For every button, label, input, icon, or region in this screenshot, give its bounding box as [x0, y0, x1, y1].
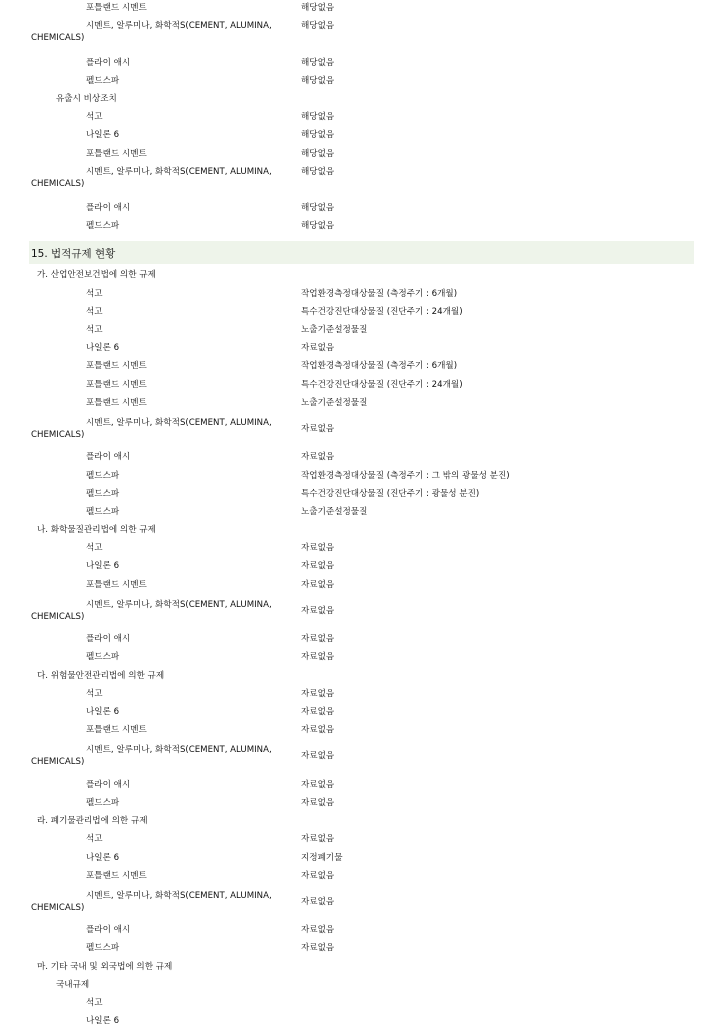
- regulation-value: 자료없음: [301, 423, 335, 434]
- substance-row: [0, 994, 724, 1012]
- substance-name: 시멘트, 알루미나, 화학적S(CEMENT, ALUMINA, CHEMICALS): [31, 417, 272, 440]
- substance-name: 포틀랜드 시멘트: [86, 3, 147, 13]
- regulation-value: 자료없음: [301, 688, 335, 699]
- substance-row: [0, 357, 724, 375]
- substance-name: 석고: [86, 834, 103, 845]
- regulation-value: 자료없음: [301, 943, 335, 954]
- regulation-value: 지정폐기물: [301, 852, 343, 863]
- substance-name: 플라이 애시: [86, 925, 131, 936]
- substance-name: 플라이 애시: [86, 452, 131, 463]
- substance-row: [0, 503, 724, 521]
- substance-name: 플라이 애시: [86, 203, 131, 214]
- regulation-value: 자료없음: [301, 707, 335, 717]
- substance-row: [0, 412, 724, 448]
- substance-row: [0, 126, 724, 144]
- substance-row: [0, 576, 724, 594]
- regulation-value: 자료없음: [301, 797, 335, 808]
- regulation-value: 작업환경측정대상물질 (측정주기 : 6개월): [301, 361, 458, 372]
- substance-row: [0, 285, 724, 303]
- substance-row: [0, 594, 724, 630]
- substance-name: 시멘트, 알루미나, 화학적S(CEMENT, ALUMINA, CHEMICALS): [31, 890, 272, 913]
- substance-row: [0, 163, 724, 199]
- substance-row: [0, 867, 724, 885]
- substance-row: [0, 739, 724, 775]
- hazardous-materials-heading: 다. 위험물안전관리법에 의한 규제: [37, 670, 165, 681]
- substance-row: [0, 849, 724, 867]
- regulation-value: 해당없음: [301, 112, 335, 123]
- substance-name: 나일론 6: [86, 343, 120, 354]
- regulation-value: 해당없음: [301, 3, 335, 13]
- substance-row: [0, 108, 724, 126]
- chemical-control-list: [0, 539, 724, 666]
- substance-row: [0, 199, 724, 217]
- regulation-value: 해당없음: [301, 75, 335, 86]
- regulation-value: 해당없음: [301, 221, 335, 232]
- substance-name: 포틀랜드 시멘트: [86, 397, 147, 408]
- regulation-value: 자료없음: [301, 543, 335, 554]
- regulation-value: 자료없음: [301, 343, 335, 354]
- section-15-title: 15. 법적규제 현황: [31, 248, 116, 261]
- regulation-value: 해당없음: [301, 148, 335, 159]
- regulation-value: 자료없음: [301, 925, 335, 936]
- substance-name: 나일론 6: [86, 852, 120, 863]
- substance-row: [0, 339, 724, 357]
- chemical-control-heading: 나. 화학물질관리법에 의한 규제: [37, 525, 156, 536]
- substance-name: 석고: [86, 998, 103, 1009]
- substance-row: [0, 485, 724, 503]
- substance-name: 석고: [86, 306, 103, 317]
- substance-row: [0, 794, 724, 812]
- spill-substance-list: [0, 108, 724, 235]
- section-15-header: [29, 241, 694, 264]
- substance-row: [0, 394, 724, 412]
- substance-name: 펠드스파: [86, 221, 120, 232]
- substance-name: 플라이 애시: [86, 57, 131, 68]
- substance-row: [0, 539, 724, 557]
- hazardous-materials-list: [0, 685, 724, 812]
- regulation-value: 자료없음: [301, 896, 335, 907]
- substance-name: 석고: [86, 325, 103, 336]
- substance-row: [0, 703, 724, 721]
- substance-name: 나일론 6: [86, 561, 120, 572]
- substance-name: 플라이 애시: [86, 634, 131, 645]
- waste-control-heading: 라. 폐기물관리법에 의한 규제: [37, 816, 148, 827]
- regulation-value: 특수건강진단대상물질 (진단주기 : 24개월): [301, 379, 463, 390]
- industrial-safety-list: [0, 285, 724, 521]
- domestic-regulations-heading: 국내규제: [56, 979, 90, 990]
- regulation-value: 노출기준설정물질: [301, 506, 368, 517]
- substance-row: [0, 376, 724, 394]
- regulation-value: 작업환경측정대상물질 (측정주기 : 그 밖의 광물성 분진): [301, 470, 510, 481]
- substance-row: [0, 217, 724, 235]
- substance-row: [0, 0, 724, 17]
- regulation-value: 자료없음: [301, 751, 335, 762]
- substance-name: 나일론 6: [86, 1016, 120, 1027]
- regulation-value: 해당없음: [301, 57, 335, 68]
- substance-name: 펠드스파: [86, 506, 120, 517]
- regulation-value: 노출기준설정물질: [301, 397, 368, 408]
- substance-name: 포틀랜드 시멘트: [86, 379, 147, 390]
- substance-name: 시멘트, 알루미나, 화학적S(CEMENT, ALUMINA, CHEMICALS): [31, 599, 272, 622]
- regulation-value: 해당없음: [301, 166, 335, 177]
- other-regulations-heading: 마. 기타 국내 및 외국법에 의한 규제: [37, 961, 173, 972]
- regulation-value: 자료없음: [301, 834, 335, 845]
- regulation-value: 자료없음: [301, 652, 335, 663]
- substance-name: 펠드스파: [86, 488, 120, 499]
- regulation-value: 특수건강진단대상물질 (진단주기 : 24개월): [301, 306, 463, 317]
- spill-heading: 유출시 비상조치: [56, 93, 117, 104]
- substance-name: 펠드스파: [86, 75, 120, 86]
- substance-name: 나일론 6: [86, 130, 120, 141]
- substance-name: 펠드스파: [86, 470, 120, 481]
- substance-name: 펠드스파: [86, 652, 120, 663]
- substance-row: [0, 17, 724, 53]
- substance-name: 나일론 6: [86, 707, 120, 717]
- regulation-value: 자료없음: [301, 605, 335, 616]
- substance-row: [0, 939, 724, 957]
- substance-row: [0, 145, 724, 163]
- substance-row: [0, 72, 724, 90]
- substance-row: [0, 830, 724, 848]
- substance-name: 펠드스파: [86, 943, 120, 954]
- regulation-value: 자료없음: [301, 579, 335, 590]
- substance-row: [0, 448, 724, 466]
- substance-name: 석고: [86, 288, 103, 299]
- regulation-value: 자료없음: [301, 452, 335, 463]
- substance-name: 시멘트, 알루미나, 화학적S(CEMENT, ALUMINA, CHEMICALS): [31, 166, 272, 189]
- substance-row: [0, 630, 724, 648]
- top-substance-list: [0, 0, 724, 90]
- substance-row: [0, 467, 724, 485]
- substance-row: [0, 721, 724, 739]
- substance-name: 석고: [86, 688, 103, 699]
- substance-row: [0, 685, 724, 703]
- substance-row: [0, 885, 724, 921]
- regulation-value: 해당없음: [301, 21, 335, 32]
- substance-row: [0, 921, 724, 939]
- substance-name: 포틀랜드 시멘트: [86, 148, 147, 159]
- regulation-value: 해당없음: [301, 203, 335, 214]
- domestic-regulations-list: [0, 994, 724, 1030]
- regulation-value: 작업환경측정대상물질 (측정주기 : 6개월): [301, 288, 458, 299]
- substance-row: [0, 54, 724, 72]
- regulation-value: 노출기준설정물질: [301, 325, 368, 336]
- substance-name: 시멘트, 알루미나, 화학적S(CEMENT, ALUMINA, CHEMICALS): [31, 745, 272, 768]
- substance-name: 포틀랜드 시멘트: [86, 361, 147, 372]
- substance-row: [0, 776, 724, 794]
- substance-name: 석고: [86, 543, 103, 554]
- industrial-safety-heading: 가. 산업안전보건법에 의한 규제: [37, 270, 156, 281]
- substance-name: 플라이 애시: [86, 779, 131, 790]
- substance-row: [0, 303, 724, 321]
- substance-name: 석고: [86, 112, 103, 123]
- regulation-value: 자료없음: [301, 561, 335, 572]
- substance-name: 포틀랜드 시멘트: [86, 579, 147, 590]
- regulation-value: 특수건강진단대상물질 (진단주기 : 광물성 분진): [301, 488, 480, 499]
- regulation-value: 자료없음: [301, 870, 335, 881]
- substance-row: [0, 557, 724, 575]
- substance-row: [0, 321, 724, 339]
- regulation-value: 자료없음: [301, 779, 335, 790]
- regulation-value: 자료없음: [301, 634, 335, 645]
- substance-name: 포틀랜드 시멘트: [86, 870, 147, 881]
- substance-name: 펠드스파: [86, 797, 120, 808]
- regulation-value: 해당없음: [301, 130, 335, 141]
- substance-row: [0, 648, 724, 666]
- substance-row: [0, 1012, 724, 1030]
- regulation-value: 자료없음: [301, 725, 335, 736]
- waste-control-list: [0, 830, 724, 957]
- substance-name: 시멘트, 알루미나, 화학적S(CEMENT, ALUMINA, CHEMICALS): [31, 21, 272, 44]
- substance-name: 포틀랜드 시멘트: [86, 725, 147, 736]
